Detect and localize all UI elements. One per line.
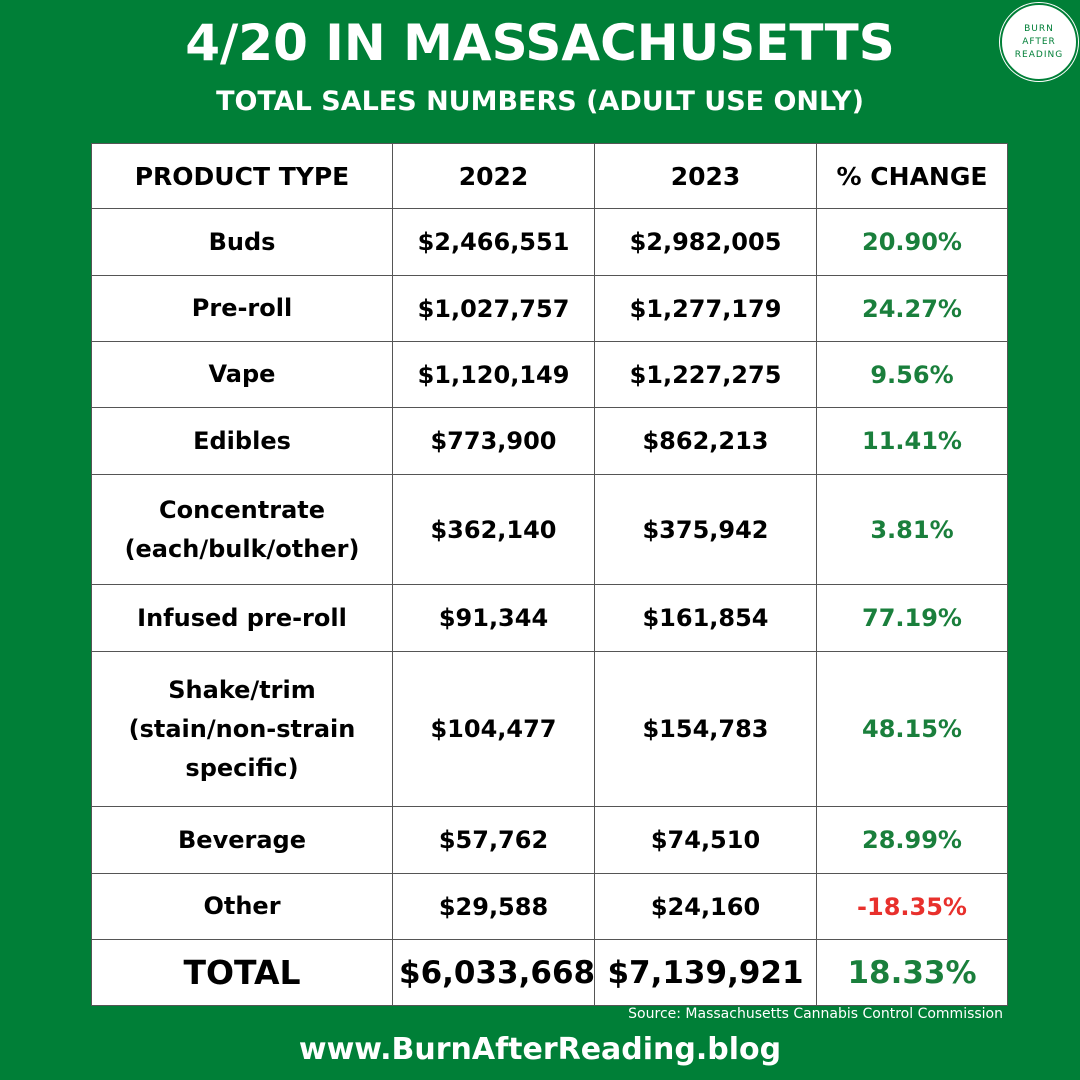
source-note: Source: Massachusetts Cannabis Control Commission [628, 1006, 1003, 1022]
sales-2022-cell: $362,140 [393, 475, 595, 585]
burn-after-reading-logo [1000, 3, 1078, 81]
table-row [92, 874, 1008, 940]
header-product-type: PRODUCT TYPE [92, 144, 393, 209]
table-row [92, 342, 1008, 408]
change-cell: 3.81% [817, 475, 1008, 585]
sales-2022-cell: $2,466,551 [393, 209, 595, 276]
change-cell: 28.99% [817, 807, 1008, 874]
sales-2023-cell: $375,942 [595, 475, 817, 585]
sales-2023-cell: $862,213 [595, 408, 817, 475]
product-type-cell: Beverage [92, 807, 393, 874]
sales-2023-cell: $154,783 [595, 652, 817, 807]
website-url: www.BurnAfterReading.blog [298, 1032, 782, 1067]
table-header-row [92, 144, 1008, 209]
change-cell: 77.19% [817, 585, 1008, 652]
change-cell: -18.35% [817, 874, 1008, 940]
sales-2022-cell: $104,477 [393, 652, 595, 807]
product-type-cell: Other [92, 874, 393, 940]
sales-2023-cell: $2,982,005 [595, 209, 817, 276]
total-row [92, 940, 1008, 1006]
page-subtitle: TOTAL SALES NUMBERS (ADULT USE ONLY) [216, 86, 864, 117]
page-title: 4/20 IN MASSACHUSETTS [185, 14, 895, 72]
product-type-cell: Edibles [92, 408, 393, 475]
sales-2023-cell: $1,227,275 [595, 342, 817, 408]
header-2023: 2023 [595, 144, 817, 209]
table-row [92, 209, 1008, 276]
sales-2022-cell: $1,027,757 [393, 276, 595, 342]
change-cell: 9.56% [817, 342, 1008, 408]
sales-2023-cell: $161,854 [595, 585, 817, 652]
sales-2022-cell: $1,120,149 [393, 342, 595, 408]
sales-2022-cell: $91,344 [393, 585, 595, 652]
product-type-cell: Vape [92, 342, 393, 408]
header-2022: 2022 [393, 144, 595, 209]
product-type-cell: Shake/trim (stain/non-strain specific) [92, 652, 393, 807]
logo-line-1: BURN [1024, 23, 1054, 34]
product-type-cell: Infused pre-roll [92, 585, 393, 652]
total-2023-cell: $7,139,921 [595, 940, 817, 1006]
change-cell: 11.41% [817, 408, 1008, 475]
sales-2023-cell: $24,160 [595, 874, 817, 940]
change-cell: 24.27% [817, 276, 1008, 342]
table-row [92, 585, 1008, 652]
table-row [92, 276, 1008, 342]
product-type-cell: Pre-roll [92, 276, 393, 342]
sales-2022-cell: $773,900 [393, 408, 595, 475]
table-row [92, 475, 1008, 585]
product-type-cell: Concentrate (each/bulk/other) [92, 475, 393, 585]
total-label: TOTAL [92, 940, 393, 1006]
total-2022-cell: $6,033,668 [393, 940, 595, 1006]
sales-2023-cell: $74,510 [595, 807, 817, 874]
total-change-cell: 18.33% [817, 940, 1008, 1006]
product-type-cell: Buds [92, 209, 393, 276]
sales-2022-cell: $29,588 [393, 874, 595, 940]
table-row [92, 408, 1008, 475]
header-change: % CHANGE [817, 144, 1008, 209]
logo-line-3: READING [1014, 49, 1064, 60]
sales-2022-cell: $57,762 [393, 807, 595, 874]
sales-table [91, 143, 1008, 1006]
logo-line-2: AFTER [1022, 36, 1056, 47]
change-cell: 20.90% [817, 209, 1008, 276]
sales-2023-cell: $1,277,179 [595, 276, 817, 342]
table-row [92, 652, 1008, 807]
change-cell: 48.15% [817, 652, 1008, 807]
table-row [92, 807, 1008, 874]
